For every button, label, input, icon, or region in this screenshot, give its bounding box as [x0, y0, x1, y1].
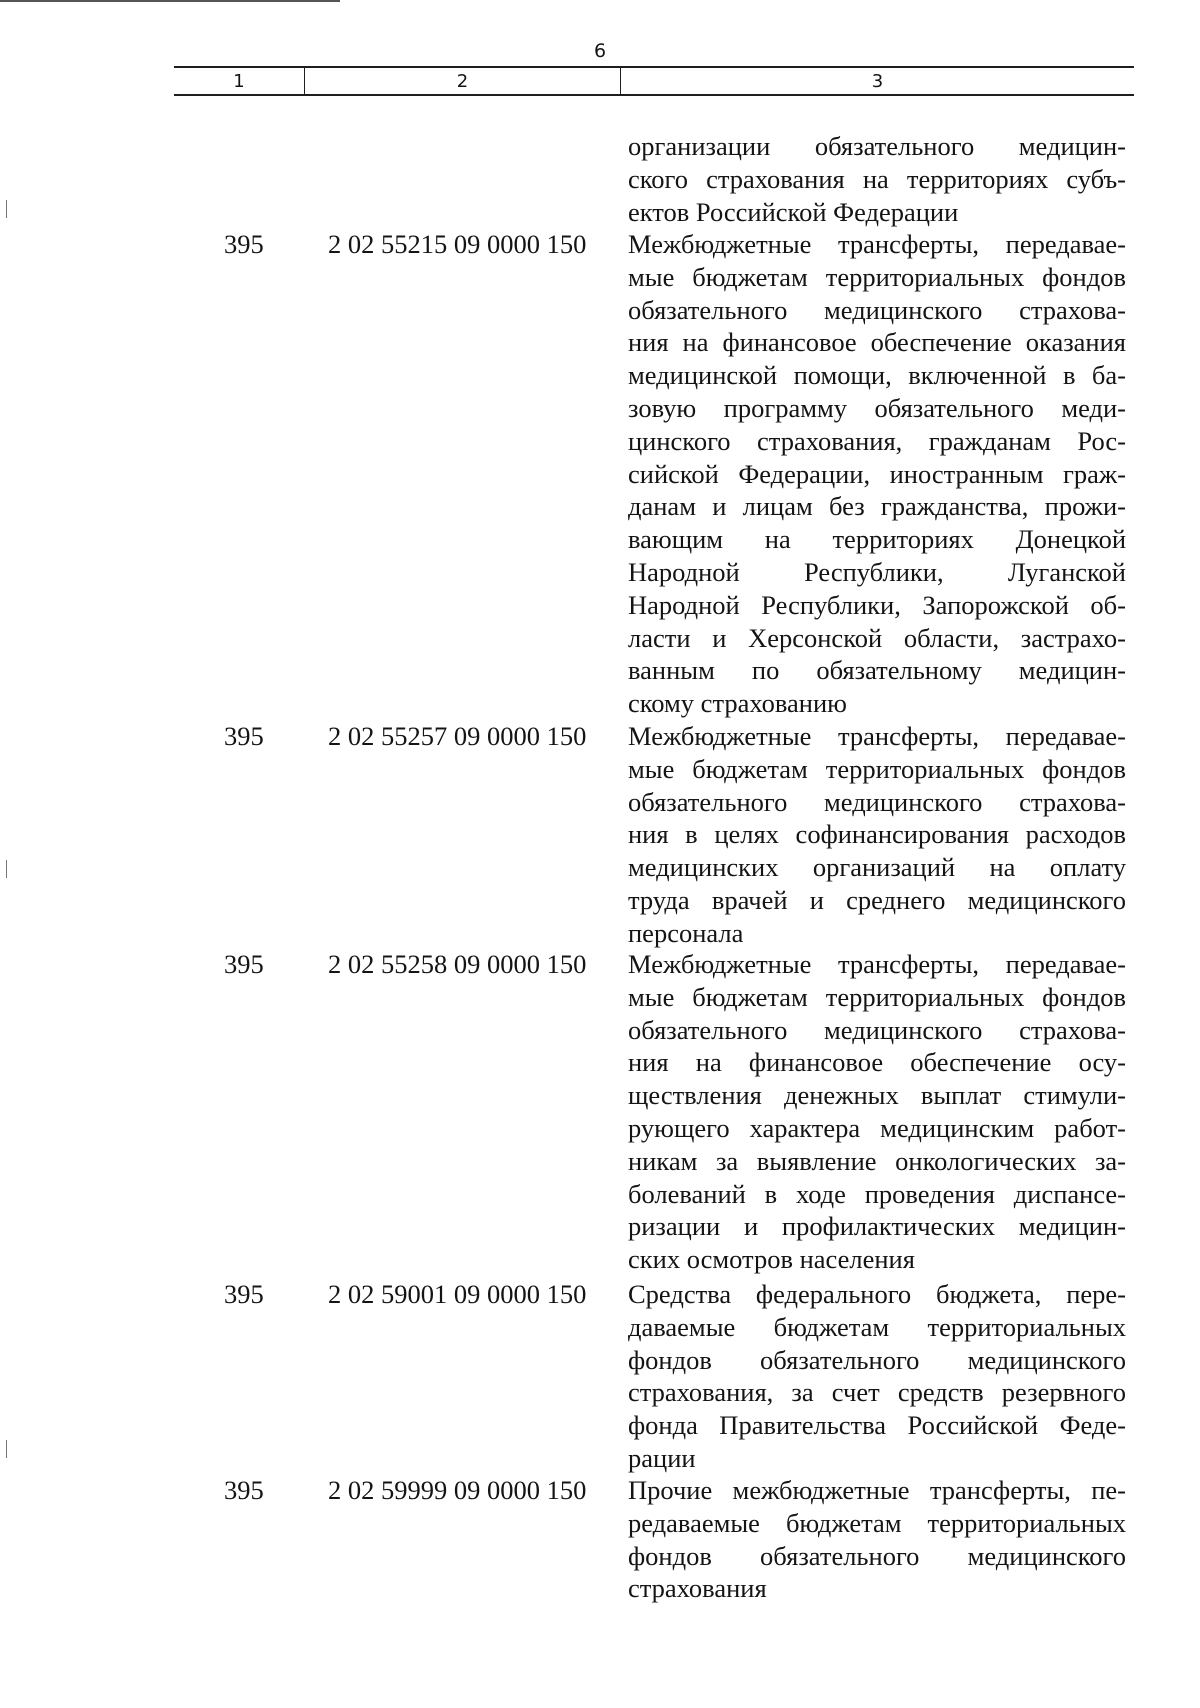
description-line: ских осмотров населения [628, 1244, 915, 1275]
description-line: медицинской помощи, включенной в ба- [628, 360, 1126, 391]
description-line: сийской Федерации, иностранным граж- [628, 458, 1126, 489]
description-line: ванным по обязательному медицин- [628, 655, 1126, 686]
description-line: фондов обязательного медицинского [628, 1344, 1126, 1375]
income-description [628, 1474, 1126, 1605]
description-line: редаваемые бюджетам территориальных [628, 1507, 1126, 1538]
description-line: даваемые бюджетам территориальных [628, 1311, 1126, 1342]
column-header-3: 3 [871, 70, 884, 92]
description-line: труда врачей и среднего медицинского [628, 884, 1126, 915]
budget-classification-code: 2 02 55215 09 0000 150 [328, 229, 587, 259]
column-header-1: 1 [174, 68, 305, 94]
description-line: рации [628, 1442, 696, 1473]
continued-description [628, 130, 1126, 228]
scan-margin-mark [6, 200, 7, 218]
description-line: ществления денежных выплат стимули- [628, 1080, 1126, 1111]
description-line: Прочие межбюджетные трансферты, пе- [628, 1475, 1126, 1505]
description-line: вающим на территориях Донецкой [628, 524, 1126, 555]
description-line: обязательного медицинского страхова- [628, 1014, 1126, 1045]
administrator-code: 395 [224, 949, 264, 979]
description-line: ского страхования на территориях субъ- [628, 163, 1126, 194]
description-line: мые бюджетам территориальных фондов [628, 753, 1126, 784]
income-description [628, 720, 1126, 950]
description-line: ласти и Херсонской области, застрахо- [628, 622, 1126, 653]
administrator-code: 395 [224, 721, 264, 751]
description-line: организации обязательного медицин- [628, 131, 1126, 161]
administrator-code: 395 [224, 1279, 264, 1309]
budget-classification-code: 2 02 55258 09 0000 150 [328, 949, 587, 979]
description-line: рующего характера медицинским работ- [628, 1112, 1126, 1143]
description-line: ния в целях софинансирования расходов [628, 819, 1126, 850]
scan-margin-mark [6, 1440, 7, 1458]
column-header-2: 2 [305, 68, 621, 94]
description-line: ектов Российской Федерации [628, 196, 959, 227]
budget-classification-code: 2 02 55257 09 0000 150 [328, 721, 587, 751]
description-line: страхования, за счет средств резервного [628, 1377, 1126, 1408]
description-line: персонала [628, 917, 744, 948]
table-column-header [174, 66, 1134, 96]
income-description [628, 228, 1126, 720]
description-line: данам и лицам без гражданства, прожи- [628, 491, 1126, 522]
administrator-code: 395 [224, 1475, 264, 1505]
administrator-code: 395 [224, 229, 264, 259]
description-line: ния на финансовое обеспечение осу- [628, 1047, 1126, 1078]
scan-margin-mark [6, 860, 7, 878]
description-line: Средства федерального бюджета, пере- [628, 1279, 1126, 1309]
description-line: мые бюджетам территориальных фондов [628, 261, 1126, 292]
description-line: медицинских организаций на оплату [628, 852, 1126, 883]
description-line: ния на финансовое обеспечение оказания [628, 327, 1126, 358]
income-description [628, 1278, 1126, 1475]
description-line: Межбюджетные трансферты, передавае- [628, 949, 1126, 979]
scan-top-edge [0, 0, 340, 2]
budget-classification-code: 2 02 59001 09 0000 150 [328, 1279, 587, 1309]
description-line: фондов обязательного медицинского [628, 1540, 1126, 1571]
description-line: фонда Правительства Российской Феде- [628, 1410, 1126, 1441]
page-number: 6 [593, 40, 607, 62]
description-line: никам за выявление онкологических за- [628, 1145, 1126, 1176]
description-line: зовую программу обязательного меди- [628, 392, 1126, 423]
description-line: мые бюджетам территориальных фондов [628, 981, 1126, 1012]
description-line: скому страхованию [628, 688, 847, 719]
description-line: Межбюджетные трансферты, передавае- [628, 229, 1126, 259]
description-line: болеваний в ходе проведения диспансе- [628, 1178, 1126, 1209]
budget-classification-code: 2 02 59999 09 0000 150 [328, 1475, 587, 1505]
description-line: Межбюджетные трансферты, передавае- [628, 721, 1126, 751]
income-description [628, 948, 1126, 1276]
description-line: страхования [628, 1573, 767, 1604]
description-line: цинского страхования, гражданам Рос- [628, 425, 1126, 456]
description-line: Народной Республики, Луганской [628, 556, 1126, 587]
description-line: обязательного медицинского страхова- [628, 294, 1126, 325]
description-line: обязательного медицинского страхова- [628, 786, 1126, 817]
description-line: Народной Республики, Запорожской об- [628, 589, 1126, 620]
description-line: ризации и профилактических медицин- [628, 1211, 1126, 1242]
